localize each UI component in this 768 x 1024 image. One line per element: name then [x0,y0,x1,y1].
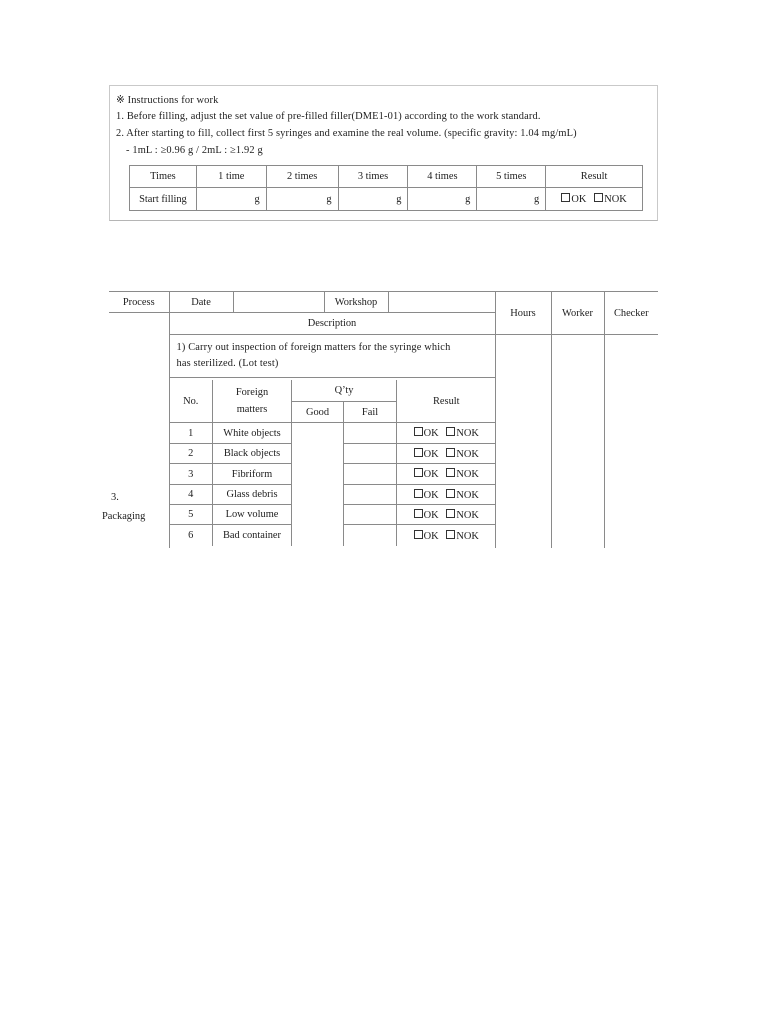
nok-checkbox[interactable] [446,509,455,518]
row-result-cell [397,464,496,485]
nok-label: NOK [456,530,479,542]
row-number: 5 [170,505,213,525]
ok-checkbox[interactable] [561,193,570,202]
foreign-matters-header [213,380,292,423]
worker-value-cell[interactable] [551,335,604,548]
instructions-title: ※ Instructions for work [116,95,219,106]
worker-header: Worker [551,292,604,335]
process-label [102,488,146,526]
gram-unit: g [396,193,402,205]
row-result-cell [397,525,496,546]
nok-label: NOK [456,469,479,481]
hours-value-cell[interactable] [495,335,551,548]
time-2-weight-cell[interactable] [266,188,338,211]
gram-unit: g [533,193,540,205]
good-header: Good [292,402,344,423]
process-table [109,291,658,548]
nok-checkbox[interactable] [446,489,455,498]
nok-label: NOK [604,194,627,205]
description-header: Description [169,313,495,335]
inspection-instruction [169,335,495,378]
row-result-cell [397,505,496,525]
nok-checkbox[interactable] [446,427,455,436]
nok-checkbox[interactable] [446,468,455,477]
ok-checkbox[interactable] [414,448,423,457]
time-3-weight-cell[interactable] [338,188,408,211]
row-number: 6 [170,525,213,546]
good-qty-cell[interactable] [292,423,344,546]
row-result-cell [397,423,496,444]
volume-criteria: - 1mL : ≥0.96 g / 2mL : ≥1.92 g [126,145,263,156]
times-header: Times [130,166,197,188]
ok-label: OK [423,469,439,481]
hours-header: Hours [495,292,551,335]
process-inspection-section [102,291,658,542]
fail-qty-cell[interactable] [344,525,397,546]
row-number: 3 [170,464,213,485]
time-2-header: 2 times [266,166,338,188]
fail-qty-cell[interactable] [344,485,397,505]
time-4-header: 4 times [408,166,477,188]
foreign-matter-name: Black objects [213,444,292,464]
nok-checkbox[interactable] [446,448,455,457]
fail-header: Fail [344,402,397,423]
date-header: Date [169,292,233,313]
time-4-weight-cell[interactable] [408,188,477,211]
ok-label: OK [571,194,587,205]
foreign-matter-name: Fibriform [213,464,292,485]
nok-label: NOK [456,448,479,460]
nok-label: NOK [456,428,479,440]
checker-value-cell[interactable] [604,335,658,548]
nok-label: NOK [456,489,479,501]
inspection-text-line-1: 1) Carry out inspection of foreign matters for the syringe which [176,342,451,353]
workshop-header: Workshop [324,292,388,313]
gram-unit: g [254,193,260,205]
instruction-step-2: 2. After starting to fill, collect first 5 syringes and examine the real volume. (specific gravity: 1.04 mg/mL) [116,128,577,139]
ok-label: OK [423,489,439,501]
checker-header: Checker [604,292,658,335]
foreign-matter-name: Bad container [213,525,292,546]
no-header: No. [170,380,213,423]
fail-qty-cell[interactable] [344,464,397,485]
workshop-value-cell[interactable] [388,292,495,313]
process-name: Packaging [102,511,146,522]
foreign-matters-header-line-1: Foreign [235,387,269,398]
time-1-weight-cell[interactable] [196,188,266,211]
row-number: 1 [170,423,213,444]
table-row [170,423,496,444]
ok-label: OK [423,530,439,542]
fail-qty-cell[interactable] [344,505,397,525]
foreign-matter-table [170,380,496,546]
ok-label: OK [423,428,439,440]
fail-qty-cell[interactable] [344,444,397,464]
filling-volume-table [129,165,643,211]
row-number: 4 [170,485,213,505]
foreign-matter-name: Glass debris [213,485,292,505]
ok-checkbox[interactable] [414,509,423,518]
instruction-step-1: 1. Before filling, adjust the set value of pre-filled filler(DME1-01) according to the work standard. [116,111,541,122]
date-value-cell[interactable] [233,292,324,313]
result-header: Result [546,166,643,188]
work-instructions-box [109,85,658,221]
gram-unit: g [326,193,332,205]
start-filling-label: Start filling [130,188,197,211]
row-result-cell [397,444,496,464]
nok-label: NOK [456,509,479,521]
row-result-cell [397,485,496,505]
row-number: 2 [170,444,213,464]
qty-header: Q’ty [292,380,397,402]
time-3-header: 3 times [338,166,408,188]
nok-checkbox[interactable] [446,530,455,539]
ok-label: OK [423,448,439,460]
ok-checkbox[interactable] [414,427,423,436]
gram-unit: g [465,193,471,205]
foreign-matter-name: White objects [213,423,292,444]
inspection-text-line-2: has sterilized. (Lot test) [176,358,279,369]
ok-checkbox[interactable] [414,489,423,498]
ok-checkbox[interactable] [414,530,423,539]
time-1-header: 1 time [196,166,266,188]
inner-result-header: Result [397,380,496,423]
foreign-matters-header-line-2: matters [236,404,268,415]
ok-label: OK [423,509,439,521]
foreign-matter-container [169,378,495,548]
filling-result-cell [546,188,643,211]
process-header: Process [109,292,169,313]
ok-checkbox[interactable] [414,468,423,477]
nok-checkbox[interactable] [594,193,603,202]
foreign-matter-name: Low volume [213,505,292,525]
time-5-weight-cell[interactable] [477,188,546,211]
time-5-header: 5 times [477,166,546,188]
fail-qty-cell[interactable] [344,423,397,444]
process-number: 3. [111,492,119,503]
